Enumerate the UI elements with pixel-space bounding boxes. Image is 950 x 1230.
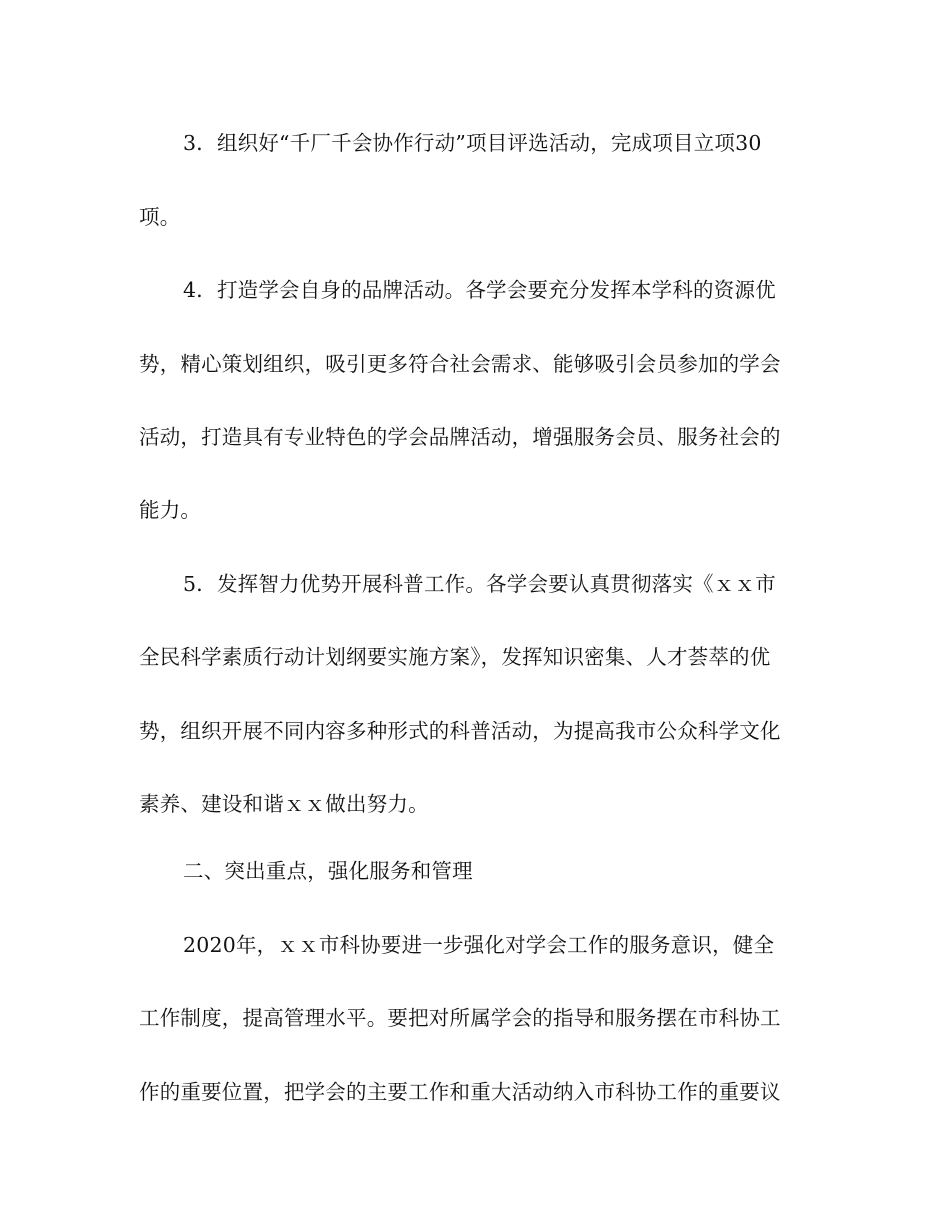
paragraph-5-line-3: 势，组织开展不同内容多种形式的科普活动，为提高我市公众科学文化: [139, 719, 781, 743]
paragraph-2020-line-2: 工作制度，提高管理水平。要把对所属学会的指导和服务摆在市科协工: [139, 1006, 781, 1030]
paragraph-5-line-1: 5．发挥智力优势开展科普工作。各学会要认真贯彻落实《ｘｘ市: [183, 572, 776, 596]
paragraph-2020-line-1: 2020年，ｘｘ市科协要进一步强化对学会工作的服务意识，健全: [183, 933, 775, 957]
section-heading: 二、突出重点，强化服务和管理: [183, 859, 473, 883]
paragraph-5-line-4: 素养、建设和谐ｘｘ做出努力。: [139, 792, 429, 816]
paragraph-4-line-3: 活动，打造具有专业特色的学会品牌活动，增强服务会员、服务社会的: [139, 425, 781, 449]
paragraph-3-line-2: 项。: [139, 205, 181, 229]
paragraph-2020-line-3: 作的重要位置，把学会的主要工作和重大活动纳入市科协工作的重要议: [139, 1080, 781, 1104]
paragraph-4-line-2: 势，精心策划组织，吸引更多符合社会需求、能够吸引会员参加的学会: [139, 352, 781, 376]
paragraph-4-line-4: 能力。: [139, 498, 202, 522]
paragraph-3-line-1: 3．组织好“千厂千会协作行动”项目评选活动，完成项目立项30: [183, 131, 762, 155]
paragraph-4-line-1: 4．打造学会自身的品牌活动。各学会要充分发挥本学科的资源优: [183, 278, 776, 302]
paragraph-5-line-2: 全民科学素质行动计划纲要实施方案》，发挥知识密集、人才荟萃的优: [139, 645, 771, 669]
